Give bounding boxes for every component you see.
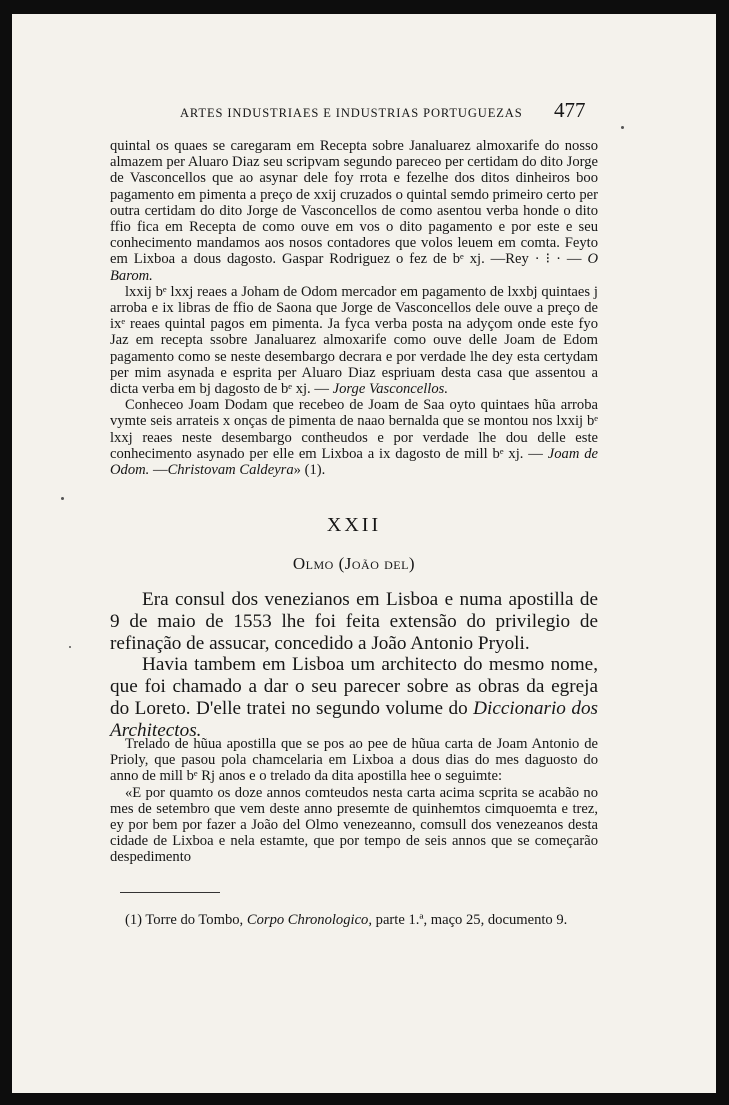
document-text-block <box>110 736 598 866</box>
body-paragraph-2: Havia tambem em Lisboa um architecto do mesmo nome, que foi chamado a dar o seu parecer sobre as obras da egreja do Loreto. D'elle tratei no segundo volume do Diccionario dos Architectos. <box>110 654 598 741</box>
body-paragraph-1: Era consul dos venezianos em Lisboa e numa apostilla de 9 de maio de 1553 lhe foi feita extensão do privilegio de refinação de assucar, concedido a João Antonio Pryoli. <box>110 589 598 654</box>
document-paragraph-1: Trelado de hũua apostilla que se pos ao pee de hũua carta de Joam Antonio de Prioly, que pasou pola chamcelaria em Lixboa a dous dias do mes daguosto do anno de mill bᵉ Rj anos e o trelado da dita apostilla hee o seguimte: <box>110 736 598 785</box>
paper-speck <box>61 497 64 500</box>
entry-title: Olmo (João del) <box>292 554 416 573</box>
body-text-block <box>110 589 598 742</box>
page-header <box>180 94 600 124</box>
paper-speck <box>69 646 71 648</box>
page-number: 477 <box>554 98 586 122</box>
running-title: ARTES INDUSTRIAES E INDUSTRIAS PORTUGUEZAS <box>180 106 523 120</box>
footnote-divider <box>120 892 220 893</box>
chapter-number: XXII <box>326 514 382 536</box>
footnote: (1) Torre do Tombo, Corpo Chronologico, parte 1.ª, maço 25, documento 9. <box>125 912 568 928</box>
book-page <box>12 14 716 1093</box>
upper-paragraph-3: Conheceo Joam Dodam que recebeo de Joam de Saa oyto quintaes hũa arroba vymte seis arrateis x onças de pimenta de naao bernalda que se montou nos lxxij bᵉ lxxj reaes neste desembargo contheudos e por verdade lhe dou delle este conhecimento asynado per elle em Lixboa a ix dagosto de mill bᵉ xj. — Joam de Odom. —Christovam Caldeyra» (1). <box>110 397 598 479</box>
upper-paragraph-2: lxxij bᵉ lxxj reaes a Joham de Odom mercador em pagamento de lxxbj quintaes j arroba e ix libras de ffio de Saona que Jorge de Vasconcellos dele ouve a preço de ixᵉ reaes quintal pagos em pimenta. Ja fyca verba posta na adyçom onde este fyo Jaz em recepta ssobre Janaluarez almoxarife como ouve delle Joam de Edom pagamento como se neste desembargo decrara e por verdade lhe dey esta certydam per mim asynada e esprita per Aluaro Diaz espriuam desta casa que assentou a dicta verba em bj dagosto de bᵉ xj. — Jorge Vasconcellos. <box>110 283 598 398</box>
upper-text-block <box>110 138 598 478</box>
document-paragraph-2: «E por quamto os doze annos comteudos nesta carta acima scprita se acabão no mes de setembro que vem deste anno presemte de quinhemtos cimquoemta e trez, ey por bem por fazer a João del Olmo venezeanno, comsull dos venezeanos desta cidade de Lixboa e nela estamte, que por tempo de seis annos que se começarão despedimento <box>110 784 598 866</box>
upper-paragraph-1: quintal os quaes se caregaram em Recepta sobre Janaluarez almoxarife do nosso almazem per Aluaro Diaz seu scripvam segundo pareceo per certidam do dito Jorge de Vasconcellos que ao asynar dele foy rrota e fezelhe dos ditos dinheiros boo pagamento em pimenta a preço de xxij cruzados o quintal semdo primeiro certo per outra certidam do dito Jorge de Vasconcellos de como asentou verba honde o dito ffio fica em Recepta de como ouve em vos o dito pagamento e por este e seu conhecimento mandamos aos nosos contadores que volos leuem em comta. Feyto em Lixboa a dous dagosto. Gaspar Rodriguez o fez de bᵉ xj. —Rey · ⁝ · — O Barom. <box>110 138 598 284</box>
paper-speck <box>621 126 624 129</box>
